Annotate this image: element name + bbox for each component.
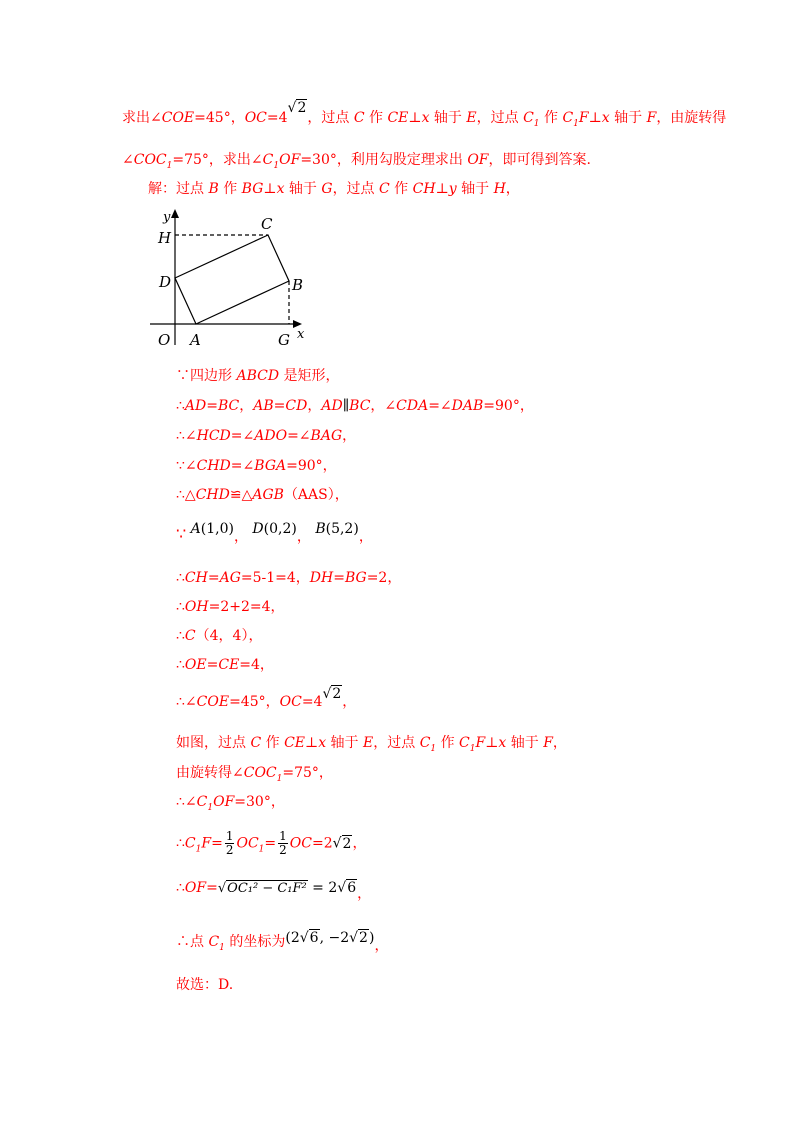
text: 轴于 <box>506 735 544 751</box>
label-a: A <box>190 331 201 349</box>
text: COE <box>196 694 230 710</box>
step-1 <box>176 366 340 386</box>
text: OC <box>236 835 259 852</box>
text: ∴ <box>176 628 185 644</box>
text: 作 <box>436 735 460 751</box>
subscript: 1 <box>273 160 280 171</box>
text: AD <box>321 398 343 414</box>
text: F <box>201 835 212 852</box>
text: 轴于 <box>326 735 363 751</box>
text: CE <box>387 110 409 126</box>
text: =90°， <box>286 458 337 474</box>
text: ≌△ <box>229 487 253 503</box>
step-13 <box>176 763 333 789</box>
coord-d: (0,2) <box>263 521 297 537</box>
text: ⊥ <box>435 181 449 197</box>
step-11 <box>176 686 357 712</box>
text: x <box>421 110 430 126</box>
step-14 <box>176 792 285 818</box>
intro-line-2 <box>122 150 591 176</box>
text: E <box>363 735 374 751</box>
text: C <box>262 152 274 168</box>
text: = <box>211 835 223 852</box>
step-7 <box>176 568 401 588</box>
text: C <box>184 835 196 852</box>
step-16 <box>176 878 372 902</box>
text: ， <box>358 529 373 545</box>
text: 作 <box>218 181 242 197</box>
step-6 <box>176 518 373 545</box>
text: OE <box>184 657 207 673</box>
text: ∴ <box>176 835 185 852</box>
text: BG <box>241 181 264 197</box>
solution-line <box>148 179 520 199</box>
text: OF <box>184 880 207 896</box>
text: x <box>318 735 327 751</box>
text: OC <box>244 110 267 126</box>
text: =4 <box>301 694 323 710</box>
text: COE <box>161 110 195 126</box>
text: BAG <box>310 428 343 444</box>
text: ∴ <box>176 398 185 414</box>
step-15 <box>176 830 366 859</box>
sqrt-expression: √2 <box>332 835 352 852</box>
text: OF <box>213 794 235 810</box>
text: CE <box>284 735 306 751</box>
text: C <box>459 735 470 751</box>
text: AD <box>184 398 207 414</box>
step-5 <box>176 485 349 505</box>
text: ABCD <box>236 368 280 384</box>
text: 轴于 <box>284 181 322 197</box>
text: BG <box>344 570 367 586</box>
text: C <box>379 181 390 197</box>
sqrt-expression: √2 <box>349 930 368 946</box>
step-10 <box>176 655 274 675</box>
text: ，∠ <box>370 398 397 414</box>
text: C <box>196 794 208 810</box>
radicand: 6 <box>347 880 357 896</box>
step-4 <box>176 456 337 476</box>
text: =30°， <box>234 794 285 810</box>
text: ADO <box>254 428 288 444</box>
text: 求出∠ <box>122 110 162 126</box>
text: ， <box>307 398 322 414</box>
text: AG <box>219 570 241 586</box>
label-x: x <box>297 327 305 342</box>
text: ， <box>342 694 357 710</box>
text: ， <box>342 428 357 444</box>
text: 作 <box>539 110 563 126</box>
radicand: OC₁² − C₁F² <box>227 881 307 896</box>
text: G <box>321 181 333 197</box>
text: ，过点 <box>476 110 524 126</box>
subscript: 1 <box>207 802 214 813</box>
subscript: 1 <box>430 743 437 754</box>
text: ⊥ <box>588 110 602 126</box>
text: ，即可得到答案. <box>488 152 591 168</box>
text: 轴于 <box>429 110 467 126</box>
coord-b: (5,2) <box>325 521 359 537</box>
text: ，由旋转得 <box>656 110 727 126</box>
text: ∵四边形 <box>176 368 237 384</box>
text: AGB <box>252 487 284 503</box>
text: CH <box>412 181 436 197</box>
sqrt-expression: √6 <box>337 880 357 896</box>
text: ∴ <box>176 570 185 586</box>
step-3 <box>176 426 356 446</box>
text: 如图，过点 <box>176 735 251 751</box>
text: ，过点 <box>373 735 420 751</box>
text: ， <box>505 181 520 197</box>
fraction-one-half <box>225 830 235 857</box>
subscript: 1 <box>573 118 579 129</box>
step-9 <box>176 626 262 646</box>
text: ⊥ <box>408 110 422 126</box>
text: =90°， <box>483 398 534 414</box>
text: CH <box>184 570 208 586</box>
text: =∠ <box>428 398 452 414</box>
label-h: H <box>158 229 172 247</box>
text: = <box>207 570 220 586</box>
text: C <box>208 934 220 950</box>
text: ， <box>239 398 254 414</box>
parallel-symbol: ∥ <box>342 398 350 414</box>
numerator: 1 <box>225 829 234 843</box>
text: F <box>578 110 589 126</box>
text: C <box>562 110 574 126</box>
text: =30°，利用勾股定理求出 <box>300 152 468 168</box>
text: C <box>184 628 196 644</box>
text: AB <box>253 398 274 414</box>
text: BGA <box>254 458 287 474</box>
text: =2+2=4， <box>208 599 285 615</box>
rectangle-abcd <box>175 235 289 324</box>
text: 由旋转得∠ <box>176 765 244 781</box>
text: ∴∠ <box>176 428 197 444</box>
subscript: 1 <box>533 118 540 129</box>
denominator: 2 <box>279 843 287 857</box>
text: =4， <box>239 657 274 673</box>
text: ，过点 <box>307 110 354 126</box>
radicand: 2 <box>342 835 352 852</box>
text: =45°， <box>194 110 245 126</box>
text: BC <box>218 398 240 414</box>
text: ∠ <box>122 152 134 168</box>
text: COC <box>133 152 167 168</box>
text: =4 <box>266 110 288 126</box>
text: 是矩形， <box>279 368 340 384</box>
text: = <box>206 880 218 896</box>
text: CD <box>285 398 308 414</box>
text: ∴ <box>176 599 185 615</box>
step-8 <box>176 597 285 617</box>
text: ∴△ <box>176 487 196 503</box>
text: （AAS）， <box>283 487 349 503</box>
text: ， <box>357 886 372 902</box>
text: ⊥ <box>305 735 319 751</box>
label-o: O <box>158 331 171 349</box>
radicand: 2 <box>359 930 368 946</box>
subscript: 1 <box>469 743 476 754</box>
text: ⊥ <box>485 735 499 751</box>
radicand: 2 <box>332 686 342 702</box>
text: COC <box>243 765 277 781</box>
text: = <box>206 657 219 673</box>
label-b: B <box>292 276 304 294</box>
text: H <box>493 181 506 197</box>
text: 解：过点 <box>148 181 209 197</box>
subscript: 1 <box>258 844 265 855</box>
because-symbol: ∵ <box>176 524 187 543</box>
text: DH <box>309 570 334 586</box>
text: C <box>523 110 534 126</box>
text: 轴于 <box>456 181 494 197</box>
coord-expr: (2 <box>285 930 300 946</box>
step-17 <box>176 932 388 958</box>
text: C <box>419 735 431 751</box>
point-d: D <box>252 521 264 537</box>
text: F <box>543 735 553 751</box>
coord-expr: , −2 <box>319 930 350 946</box>
text: OF <box>467 152 489 168</box>
text: x <box>498 735 507 751</box>
text: （4，4）， <box>195 628 263 644</box>
text: OC <box>289 835 312 852</box>
text: 的坐标为 <box>224 934 286 950</box>
coord-expr: ) <box>368 930 375 946</box>
text: 作 <box>389 181 413 197</box>
text: y <box>448 181 457 197</box>
coord-a: (1,0) <box>200 521 234 537</box>
sqrt-expression: √2 <box>322 686 342 702</box>
subscript: 1 <box>276 773 283 784</box>
text: DAB <box>451 398 484 414</box>
text: OH <box>184 599 209 615</box>
sqrt-expression: √2 <box>287 100 307 116</box>
text: = <box>264 835 277 852</box>
sqrt-expression: √6 <box>299 930 319 946</box>
radicand: 6 <box>309 930 319 946</box>
step-18 <box>176 975 233 995</box>
text: =∠ <box>230 428 255 444</box>
text: ∴∠ <box>176 694 197 710</box>
text: ∴ <box>176 657 185 673</box>
text: CHD <box>195 487 230 503</box>
text: ∵∠ <box>176 458 197 474</box>
text: ， <box>233 529 248 545</box>
subscript: 1 <box>219 942 225 953</box>
text: HCD <box>196 428 231 444</box>
label-y: y <box>163 210 171 225</box>
text: =5-1=4， <box>240 570 310 586</box>
text: CE <box>218 657 240 673</box>
text: OC <box>279 694 302 710</box>
answer-text: 故选：D. <box>176 977 234 993</box>
text: E <box>466 110 477 126</box>
text: ， <box>352 835 367 852</box>
text: =∠ <box>287 428 311 444</box>
text: CHD <box>196 458 231 474</box>
text: ∴ <box>176 880 185 896</box>
text: 作 <box>364 110 388 126</box>
point-a: A <box>190 521 201 537</box>
y-axis-arrow <box>171 209 179 218</box>
text: =2 <box>311 835 333 852</box>
text: ，过点 <box>332 181 380 197</box>
text: =45°， <box>229 694 280 710</box>
text: =75°，求出∠ <box>172 152 263 168</box>
text: ， <box>374 938 389 954</box>
text: x <box>276 181 285 197</box>
text: ∴∠ <box>176 794 197 810</box>
subscript: 1 <box>166 160 173 171</box>
text: BC <box>349 398 371 414</box>
point-b: B <box>315 521 326 537</box>
text: = 2 <box>307 880 338 896</box>
text: ， <box>552 735 567 751</box>
text: ⊥ <box>263 181 277 197</box>
numerator: 1 <box>279 829 287 843</box>
text: =2， <box>366 570 402 586</box>
text: =∠ <box>230 458 255 474</box>
text: 轴于 <box>609 110 647 126</box>
text: ∴点 <box>176 934 209 950</box>
text: ， <box>296 529 311 545</box>
fraction-one-half <box>278 830 288 857</box>
text: x <box>601 110 610 126</box>
intro-line-1 <box>122 100 727 134</box>
subscript: 1 <box>195 844 202 855</box>
text: = <box>333 570 345 586</box>
text: =75°， <box>282 765 333 781</box>
geometry-figure <box>150 205 320 350</box>
denominator: 2 <box>225 843 234 857</box>
radicand: 2 <box>297 100 307 116</box>
step-2 <box>176 396 534 416</box>
sqrt-expression: √OC₁² − C₁F² <box>217 881 307 896</box>
text: C <box>250 735 262 751</box>
text: CDA <box>396 398 429 414</box>
text: = <box>206 398 218 414</box>
text: = <box>273 398 286 414</box>
step-12 <box>176 733 567 759</box>
text: OF <box>279 152 301 168</box>
text: C <box>353 110 365 126</box>
text: 作 <box>261 735 285 751</box>
text: F <box>646 110 657 126</box>
text: B <box>208 181 219 197</box>
text: F <box>475 735 486 751</box>
label-g: G <box>278 331 290 349</box>
label-c: C <box>261 215 273 233</box>
label-d: D <box>159 273 172 291</box>
